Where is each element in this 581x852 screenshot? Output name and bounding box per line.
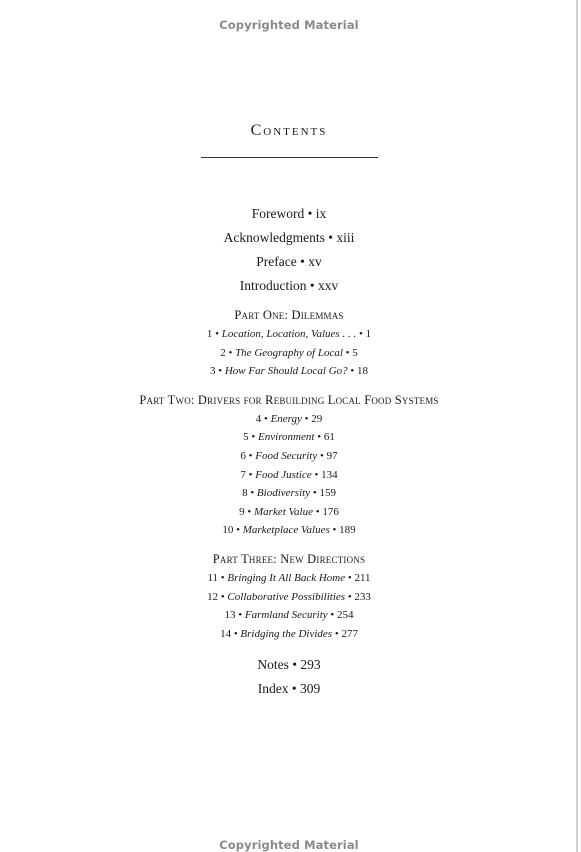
chapter-title: How Far Should Local Go? [224, 365, 348, 378]
separator: • [245, 449, 256, 462]
chapter-number: 1 [206, 328, 213, 340]
separator: • [248, 431, 259, 444]
separator: • [215, 365, 225, 378]
toc-chapter [0, 569, 578, 588]
chapter-page: 134 [321, 468, 338, 481]
chapter-title: Bringing It All Back Home [227, 571, 346, 584]
chapter-number: 7 [240, 468, 246, 481]
entry-page: 309 [299, 681, 321, 697]
toc-chapter [0, 625, 578, 644]
separator: • [324, 230, 337, 245]
toc-chapter [0, 428, 578, 447]
chapter-title: Biodiversity [256, 487, 311, 500]
entry-page: xv [308, 254, 322, 269]
toc-chapter [0, 344, 578, 363]
separator: • [231, 627, 241, 640]
separator: • [356, 328, 366, 340]
toc-chapter [0, 588, 578, 607]
separator: • [261, 412, 271, 425]
separator: • [218, 590, 228, 603]
separator: • [310, 487, 320, 500]
separator: • [218, 571, 228, 584]
separator: • [314, 431, 324, 444]
entry-title: Index [257, 681, 289, 697]
chapter-page: 189 [339, 524, 356, 537]
chapter-page: 233 [354, 590, 371, 603]
chapter-page: 159 [319, 487, 336, 500]
separator: • [296, 254, 309, 269]
toc-chapter [0, 447, 578, 466]
chapter-number: 14 [220, 627, 232, 640]
separator: • [235, 609, 245, 622]
chapter-number: 10 [222, 524, 234, 537]
separator: • [288, 657, 301, 673]
toc-chapter [0, 503, 578, 522]
separator: • [311, 468, 322, 481]
chapter-page: 29 [311, 412, 323, 425]
separator: • [233, 524, 243, 537]
page-title: Contents [250, 122, 328, 139]
chapter-number: 9 [239, 505, 245, 518]
chapter-page: 254 [337, 609, 354, 622]
separator: • [345, 571, 355, 584]
chapter-title: Energy [270, 412, 302, 425]
title-underline [201, 157, 378, 158]
entry-title: Acknowledgments [223, 230, 325, 245]
chapter-number: 2 [220, 346, 226, 359]
entry-page: xiii [336, 230, 355, 245]
chapter-page: 61 [323, 431, 335, 444]
chapter-title: Environment [258, 431, 315, 444]
chapter-page: 97 [326, 449, 338, 462]
chapter-number: 4 [255, 412, 262, 425]
chapter-title: Market Value [254, 505, 313, 518]
part-heading-one: Part One: Dilemmas [234, 308, 344, 322]
separator: • [225, 346, 236, 359]
toc-chapter [0, 325, 578, 344]
toc-chapter [0, 362, 578, 381]
chapter-title: Food Justice [255, 468, 312, 481]
separator: • [312, 505, 323, 518]
chapter-page: 176 [322, 505, 339, 518]
chapter-page: 1 [365, 328, 372, 340]
toc-chapter [0, 484, 578, 503]
chapter-number: 8 [242, 487, 248, 500]
toc-chapter [0, 466, 578, 485]
entry-page: xxv [317, 278, 339, 293]
chapter-title: Farmland Security [244, 609, 328, 622]
chapter-number: 13 [224, 609, 236, 622]
toc-entry-introduction [0, 274, 578, 298]
chapter-title: Food Security [255, 449, 318, 462]
separator: • [347, 365, 358, 378]
separator: • [247, 487, 257, 500]
toc-entry-preface [0, 250, 578, 274]
toc-chapter [0, 606, 578, 625]
entry-title: Introduction [239, 278, 307, 293]
chapter-number: 11 [207, 571, 219, 584]
chapter-title: Marketplace Values [242, 524, 330, 537]
toc-chapter [0, 521, 578, 540]
chapter-page: 211 [354, 571, 371, 584]
separator: • [317, 449, 327, 462]
toc-entry-foreword [0, 202, 578, 226]
toc-chapter [0, 410, 578, 429]
separator: • [245, 468, 256, 481]
toc-entry-notes [0, 653, 578, 677]
separator: • [301, 412, 312, 425]
chapter-number: 3 [209, 365, 216, 378]
chapter-title: Bridging the Divides [240, 627, 333, 640]
watermark-top: Copyrighted Material [219, 18, 359, 32]
separator: • [327, 609, 337, 622]
separator: • [288, 681, 300, 697]
entry-page: 293 [300, 657, 321, 673]
toc-entry-index [0, 677, 578, 701]
chapter-number: 6 [240, 449, 246, 462]
table-of-contents [0, 202, 578, 701]
separator: • [304, 206, 316, 221]
separator: • [244, 505, 255, 518]
separator: • [332, 627, 342, 640]
separator: • [342, 346, 353, 359]
chapter-title: Collaborative Possibilities [227, 590, 346, 603]
part-heading-three: Part Three: New Directions [212, 551, 366, 566]
separator: • [345, 590, 355, 603]
chapter-title: Location, Location, Values . . . [221, 328, 357, 340]
chapter-number: 12 [207, 590, 219, 603]
part-heading-two: Part Two: Drivers for Rebuilding Local Food Systems [139, 392, 439, 407]
chapter-page: 277 [341, 627, 358, 640]
entry-title: Foreword [251, 206, 305, 221]
separator: • [306, 278, 318, 293]
chapter-title: The Geography of Local [235, 346, 343, 359]
chapter-page: 18 [357, 365, 369, 378]
entry-page: ix [315, 206, 327, 221]
watermark-bottom: Copyrighted Material [219, 838, 359, 852]
separator: • [212, 328, 222, 340]
chapter-number: 5 [243, 431, 249, 444]
toc-entry-acknowledgments [0, 226, 578, 250]
separator: • [329, 524, 340, 537]
entry-title: Notes [257, 657, 289, 673]
entry-title: Preface [256, 254, 297, 269]
chapter-page: 5 [352, 346, 358, 359]
